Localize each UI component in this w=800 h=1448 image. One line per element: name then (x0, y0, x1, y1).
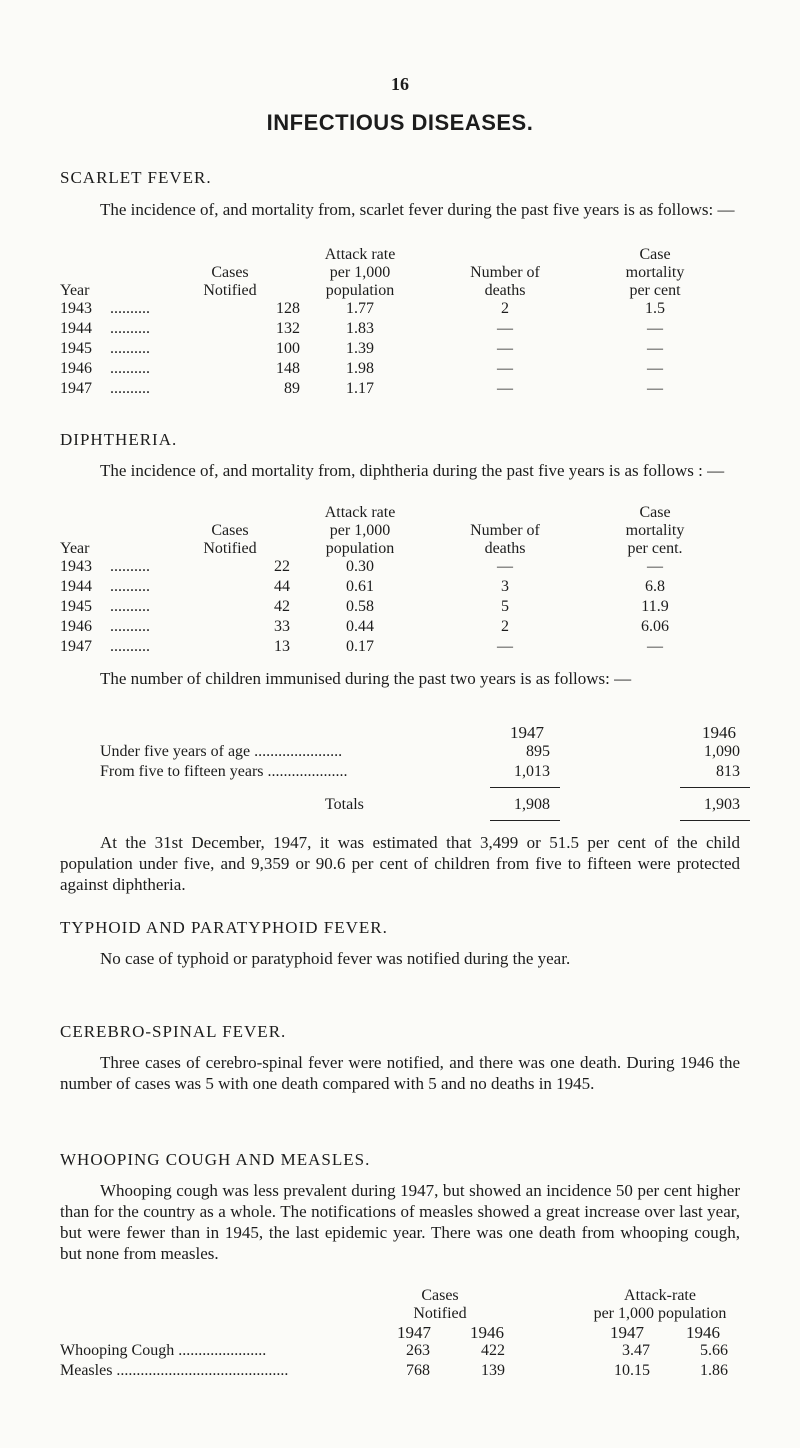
diphtheria-col-deaths: Number of deaths (470, 522, 540, 557)
diphtheria-heading: DIPHTHERIA. (60, 430, 178, 449)
table-row: 1944 .......... 44 0.61 3 6.8 (60, 578, 665, 595)
cerebro-spinal-text: Three cases of cerebro-spinal fever were notified, and there was one death. During 1946 the number of cases was 5 with one death compared with 5 and no deaths in 1945. (60, 1053, 740, 1093)
diphtheria-col-cases: Cases Notified (203, 522, 257, 557)
divider (680, 820, 750, 821)
table-row: Measles ........................................... 768 139 10.15 1.86 (60, 1362, 728, 1379)
table-row: From five to fifteen years .................... 1,013 813 (100, 763, 740, 780)
diphtheria-col-mortality: Case mortality per cent. (625, 504, 685, 557)
table-row: 1945 .......... 100 1.39 — — (60, 340, 663, 357)
immunised-year-1947: 1947 (510, 723, 544, 742)
table-row: Whooping Cough ...................... 263 422 3.47 5.66 (60, 1342, 728, 1359)
divider (490, 820, 560, 821)
table-row: 1944 .......... 132 1.83 — — (60, 320, 663, 337)
table-row: 1947 .......... 89 1.17 — — (60, 380, 663, 397)
immunised-intro: The number of children immunised during the past two years is as follows: — (100, 669, 632, 688)
typhoid-heading: TYPHOID AND PARATYPHOID FEVER. (60, 918, 388, 937)
diphtheria-col-attack-rate: Attack rate per 1,000 population (324, 504, 396, 557)
typhoid-text: No case of typhoid or paratyphoid fever was notified during the year. (100, 949, 571, 968)
page-title: INFECTIOUS DISEASES. (266, 110, 534, 135)
table-row: 1947 .......... 13 0.17 — — (60, 638, 663, 655)
immunised-year-1946: 1946 (702, 723, 736, 742)
diphtheria-intro: The incidence of, and mortality from, diphtheria during the past five years is as follows : — (100, 461, 725, 480)
table-row: Under five years of age ...................... 895 1,090 (100, 743, 740, 760)
whooping-year-1947: 1947 (397, 1323, 431, 1342)
scarlet-col-year: Year (60, 282, 90, 299)
whooping-attack-year-1946: 1946 (686, 1323, 720, 1342)
cerebro-spinal-heading: CEREBRO-SPINAL FEVER. (60, 1022, 287, 1041)
diphtheria-col-year: Year (60, 540, 90, 557)
page-number: 16 (391, 74, 409, 94)
scarlet-fever-intro: The incidence of, and mortality from, scarlet fever during the past five years is as follows: — (100, 200, 735, 219)
table-row: 1943 .......... 22 0.30 — — (60, 558, 663, 575)
table-row: 1945 .......... 42 0.58 5 11.9 (60, 598, 669, 615)
whooping-col-attack-rate: Attack-rate per 1,000 population (593, 1287, 727, 1322)
scarlet-col-cases: Cases Notified (203, 264, 257, 299)
divider (490, 787, 560, 788)
scarlet-col-mortality: Case mortality per cent (625, 246, 685, 299)
whooping-attack-year-1947: 1947 (610, 1323, 644, 1342)
scarlet-fever-heading: SCARLET FEVER. (60, 168, 212, 187)
protection-paragraph: At the 31st December, 1947, it was estimated that 3,499 or 51.5 per cent of the child population under five, and 9,359 or 90.6 per cent of children from five to fifteen were protected against diphtheria. (60, 833, 740, 894)
table-row: 1946 .......... 148 1.98 — — (60, 360, 663, 377)
whooping-text: Whooping cough was less prevalent during 1947, but showed an incidence 50 per cent higher than for the country as a whole. The notifications of measles showed a great increase over last year, but were fewer than in 1945, the last epidemic year. There was one death from whooping cough, but none from measles. (60, 1181, 740, 1263)
whooping-col-cases: Cases Notified (413, 1287, 467, 1322)
scarlet-col-attack-rate: Attack rate per 1,000 population (324, 246, 396, 299)
scarlet-col-deaths: Number of deaths (470, 264, 540, 299)
table-row: 1943 .......... 128 1.77 2 1.5 (60, 300, 665, 317)
whooping-year-1946: 1946 (470, 1323, 504, 1342)
divider (680, 787, 750, 788)
totals-row: Totals 1,908 1,903 (325, 796, 740, 813)
table-row: 1946 .......... 33 0.44 2 6.06 (60, 618, 669, 635)
whooping-heading: WHOOPING COUGH AND MEASLES. (60, 1150, 371, 1169)
